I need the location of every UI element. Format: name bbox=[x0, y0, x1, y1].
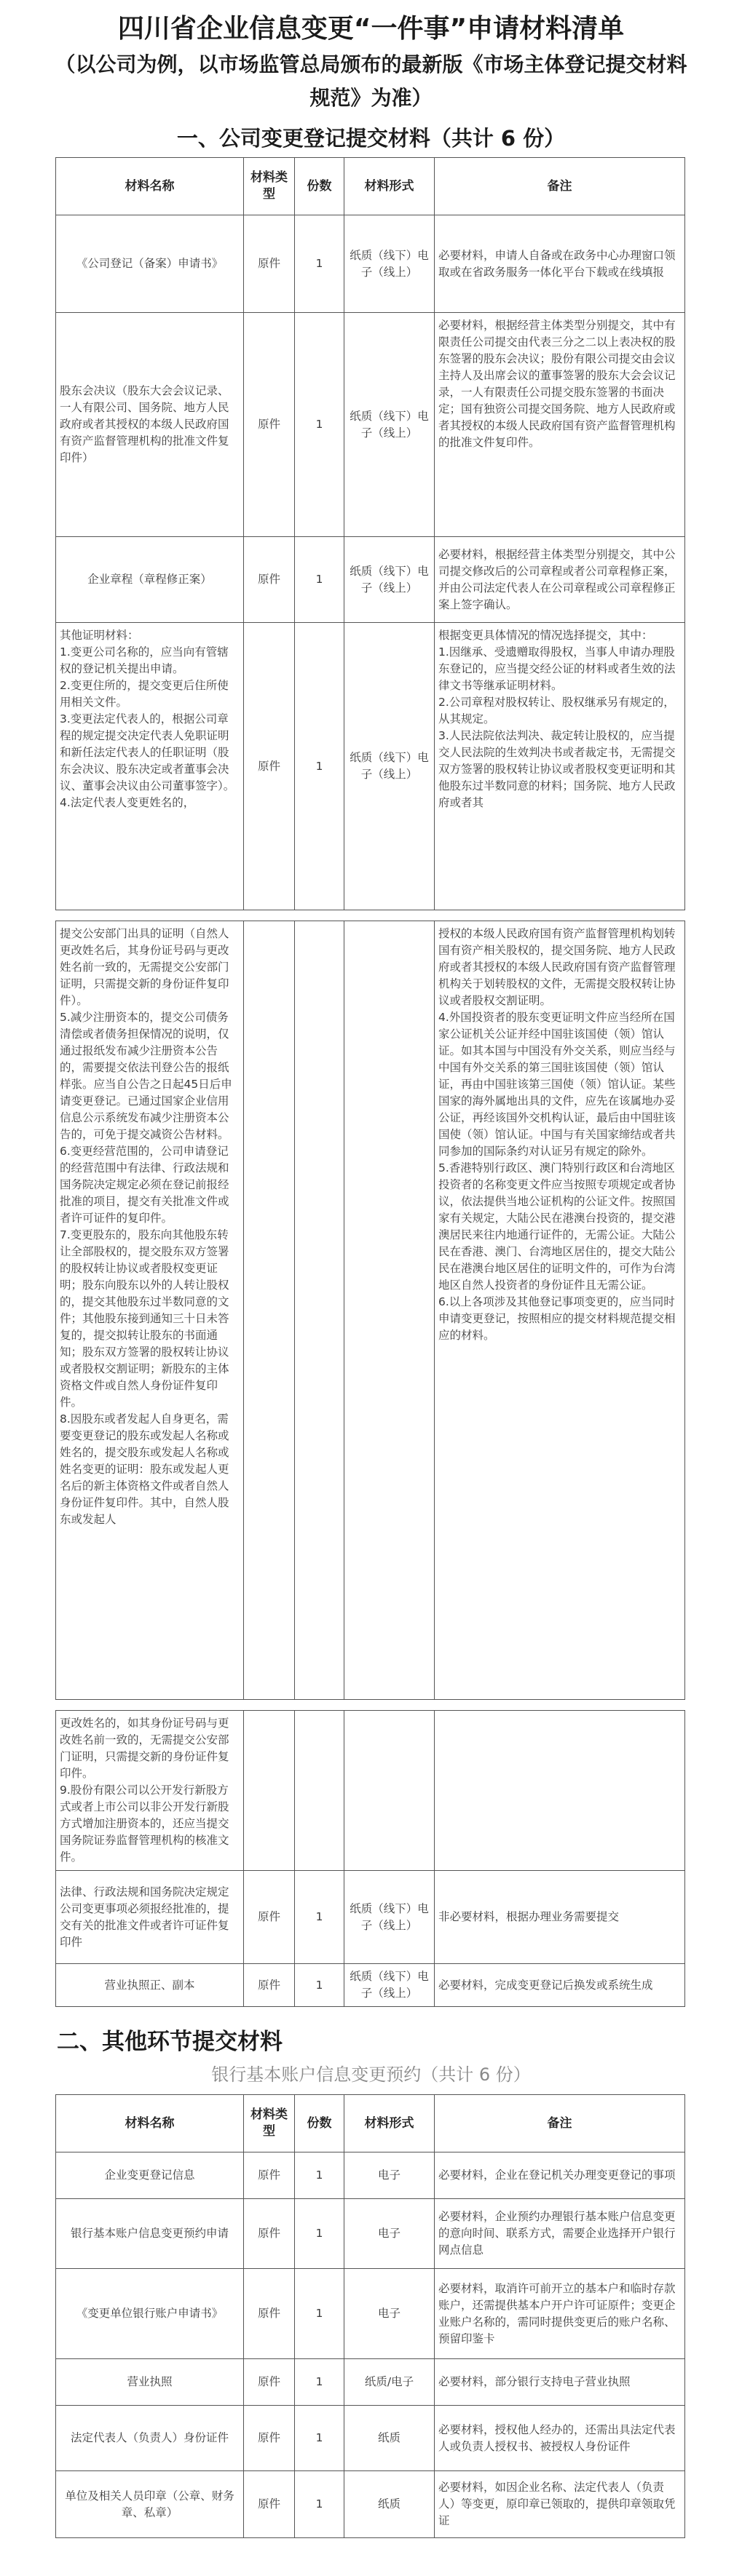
material-count: 1 bbox=[295, 2199, 344, 2269]
material-type: 原件 bbox=[244, 2269, 295, 2359]
table-row bbox=[56, 2199, 685, 2269]
table-row bbox=[56, 215, 685, 313]
header-material-type: 材料类型 bbox=[244, 158, 295, 215]
material-form: 纸质 bbox=[344, 2471, 435, 2538]
material-note: 必要材料，部分银行支持电子营业执照 bbox=[435, 2359, 685, 2406]
section-1-table-continued-2 bbox=[55, 1710, 685, 2007]
material-name: 法律、行政法规和国务院决定规定公司变更事项必须报经批准的，提交有关的批准文件或者许可证件复印件 bbox=[56, 1871, 244, 1964]
empty-cell bbox=[244, 921, 295, 1700]
document-subtitle: （以公司为例，以市场监管总局颁布的最新版《市场主体登记提交材料规范》为准） bbox=[55, 52, 687, 110]
header-material-name: 材料名称 bbox=[56, 158, 244, 215]
other-proofs-name-part2: 提交公安部门出具的证明（自然人更改姓名后，其身份证号码与更改姓名前一致的，无需提交公安部门证明，只需提交新的身份证件复印件）。 5.减少注册资本的，提交公司债务清偿或者债务担保情况的说明，仅通过报纸发布减少注册资本公告的，需要提交依法刊登公告的报纸样张。应当自公告之日起45日后申请变更登记。已通过国家企业信用信息公示系统发布减少注册资本公告的，可免于提交减资公告材料。 6.变更经营范围的，公司申请登记的经营范围中有法律、行政法规和国务院决定规定必须在登记前报经批准的项目，提交有关批准文件或者许可证件的复印件。 7.变更股东的，股东向其他股东转让全部股权的，提交股东双方签署的股权转让协议或者股权变更证明；股东向股东以外的人转让股权的，提交其他股东过半数同意的文件；其他股东接到通知三十日未答复的，提交拟转让股东的书面通知；股东双方签署的股权转让协议或者股权交割证明；新股东的主体资格文件或自然人身份证件复印件。 8.因股东或者发起人自身更名，需要变更登记的股东或发起人名称或姓名的，提交股东或发起人名称或姓名变更的证明：股东或发起人更名后的新主体资格文件或者自然人身份证件复印件。其中，自然人股东或发起人 bbox=[56, 921, 244, 1700]
empty-cell bbox=[344, 921, 435, 1700]
table-row bbox=[56, 2471, 685, 2538]
material-note: 必要材料，根据经营主体类型分别提交，其中公司提交修改后的公司章程或者公司章程修正案，并由公司法定代表人在公司章程或公司章程修正案上签字确认。 bbox=[435, 537, 685, 623]
material-form: 电子 bbox=[344, 2152, 435, 2199]
material-count: 1 bbox=[295, 2269, 344, 2359]
table-row bbox=[56, 1871, 685, 1964]
table-row bbox=[56, 2152, 685, 2199]
empty-cell bbox=[244, 1711, 295, 1871]
header-material-name: 材料名称 bbox=[56, 2095, 244, 2152]
material-name: 《公司登记（备案）申请书》 bbox=[56, 215, 244, 313]
material-name: 《变更单位银行账户申请书》 bbox=[56, 2269, 244, 2359]
table-row bbox=[56, 1964, 685, 2007]
material-name: 营业执照 bbox=[56, 2359, 244, 2406]
table-row bbox=[56, 2406, 685, 2471]
document-page bbox=[0, 10, 742, 2576]
material-note: 必要材料，企业预约办理银行基本账户信息变更的意向时间、联系方式，需要企业选择开户银行网点信息 bbox=[435, 2199, 685, 2269]
material-name: 银行基本账户信息变更预约申请 bbox=[56, 2199, 244, 2269]
material-type: 原件 bbox=[244, 623, 295, 910]
material-form: 纸质（线下）电子（线上） bbox=[344, 1964, 435, 2007]
document-title: 四川省企业信息变更“一件事”申请材料清单 bbox=[117, 14, 625, 44]
material-form: 纸质（线下）电子（线上） bbox=[344, 215, 435, 313]
material-count: 1 bbox=[295, 2152, 344, 2199]
material-type: 原件 bbox=[244, 313, 295, 537]
empty-cell bbox=[295, 921, 344, 1700]
material-type: 原件 bbox=[244, 2406, 295, 2471]
header-note: 备注 bbox=[435, 158, 685, 215]
material-count: 1 bbox=[295, 2406, 344, 2471]
table-row bbox=[56, 537, 685, 623]
material-name: 营业执照正、副本 bbox=[56, 1964, 244, 2007]
material-note: 必要材料，根据经营主体类型分别提交，其中有限责任公司提交由代表三分之二以上表决权的股东签署的股东会决议；股份有限公司提交由会议主持人及出席会议的董事签署的股东大会会议记录，一人有限责任公司提交股东签署的书面决定；国有独资公司提交国务院、地方人民政府或者其授权的本级人民政府国有资产监督管理机构的批准文件复印件。 bbox=[435, 313, 685, 537]
other-proofs-note-part1: 根据变更具体情况的情况选择提交，其中： 1.因继承、受遗赠取得股权，当事人申请办理股东登记的，应当提交经公证的材料或者生效的法律文书等继承证明材料。 2.公司章程对股权转让、股权继承另有规定的，从其规定。 3.人民法院依法判决、裁定转让股权的，应当提交人民法院的生效判决书或者裁定书，无需提交双方签署的股权转让协议或者股权变更证明和其他股东过半数同意的材料；国务院、地方人民政府或者其 bbox=[435, 623, 685, 910]
table-row-other-proofs-cont2 bbox=[56, 1711, 685, 1871]
page-gap bbox=[0, 910, 742, 921]
material-note: 必要材料，完成变更登记后换发或系统生成 bbox=[435, 1964, 685, 2007]
material-count: 1 bbox=[295, 623, 344, 910]
material-count: 1 bbox=[295, 215, 344, 313]
material-name: 企业变更登记信息 bbox=[56, 2152, 244, 2199]
material-name: 单位及相关人员印章（公章、财务章、私章） bbox=[56, 2471, 244, 2538]
material-note: 非必要材料，根据办理业务需要提交 bbox=[435, 1871, 685, 1964]
material-note: 必要材料，授权他人经办的，还需出具法定代表人或负责人授权书、被授权人身份证件 bbox=[435, 2406, 685, 2471]
material-type: 原件 bbox=[244, 2359, 295, 2406]
material-type: 原件 bbox=[244, 537, 295, 623]
material-form: 纸质/电子 bbox=[344, 2359, 435, 2406]
section-1-table bbox=[55, 157, 685, 910]
header-material-type: 材料类型 bbox=[244, 2095, 295, 2152]
table-row bbox=[56, 2359, 685, 2406]
material-name: 企业章程（章程修正案） bbox=[56, 537, 244, 623]
other-proofs-name-part1: 其他证明材料： 1.变更公司名称的，应当向有管辖权的登记机关提出申请。 2.变更住所的，提交变更后住所使用相关文件。 3.变更法定代表人的，根据公司章程的规定提交决定代表人免职证明和新任法定代表人的任职证明（股东会决议、股东决定或者董事会决议、董事会决议由公司董事签字）。 4.法定代表人变更姓名的， bbox=[56, 623, 244, 910]
material-note: 必要材料，取消许可前开立的基本户和临时存款账户，还需提供基本户开户许可证原件；变更企业账户名称的，需同时提供变更后的账户名称、预留印鉴卡 bbox=[435, 2269, 685, 2359]
material-count: 1 bbox=[295, 2359, 344, 2406]
header-count: 份数 bbox=[295, 158, 344, 215]
header-form: 材料形式 bbox=[344, 2095, 435, 2152]
material-note: 必要材料，申请人自备或在政务中心办理窗口领取或在省政务服务一体化平台下载或在线填报 bbox=[435, 215, 685, 313]
material-form: 纸质（线下）电子（线上） bbox=[344, 313, 435, 537]
material-type: 原件 bbox=[244, 2471, 295, 2538]
section-2-title: 二、其他环节提交材料 bbox=[57, 2029, 283, 2055]
material-type: 原件 bbox=[244, 1964, 295, 2007]
material-form: 纸质 bbox=[344, 2406, 435, 2471]
material-note: 必要材料，如因企业名称、法定代表人（负责人）等变更，原印章已领取的，提供印章领取凭证 bbox=[435, 2471, 685, 2538]
material-name: 法定代表人（负责人）身份证件 bbox=[56, 2406, 244, 2471]
material-form: 电子 bbox=[344, 2269, 435, 2359]
material-type: 原件 bbox=[244, 2152, 295, 2199]
material-form: 纸质（线下）电子（线上） bbox=[344, 623, 435, 910]
material-count: 1 bbox=[295, 2471, 344, 2538]
header-form: 材料形式 bbox=[344, 158, 435, 215]
section-1-table-continued bbox=[55, 921, 685, 1700]
empty-cell bbox=[344, 1711, 435, 1871]
material-form: 纸质（线下）电子（线上） bbox=[344, 1871, 435, 1964]
table-row-other-proofs bbox=[56, 623, 685, 910]
material-count: 1 bbox=[295, 1871, 344, 1964]
material-count: 1 bbox=[295, 537, 344, 623]
material-count: 1 bbox=[295, 313, 344, 537]
other-proofs-name-part3: 更改姓名的，如其身份证号码与更改姓名前一致的，无需提交公安部门证明，只需提交新的身份证件复印件。 9.股份有限公司以公开发行新股方式或者上市公司以非公开发行新股方式增加注册资本的，还应当提交国务院证券监督管理机构的核准文件。 bbox=[56, 1711, 244, 1871]
page-gap bbox=[0, 1700, 742, 1710]
table-row-other-proofs-cont bbox=[56, 921, 685, 1700]
header-count: 份数 bbox=[295, 2095, 344, 2152]
table-row bbox=[56, 313, 685, 537]
section-2-subtitle: 银行基本账户信息变更预约（共计 6 份） bbox=[211, 2064, 531, 2085]
material-type: 原件 bbox=[244, 1871, 295, 1964]
section-1-title: 一、公司变更登记提交材料（共计 6 份） bbox=[176, 126, 566, 151]
material-name: 股东会决议（股东大会会议记录、一人有限公司、国务院、地方人民政府或者其授权的本级人民政府国有资产监督管理机构的批准文件复印件） bbox=[56, 313, 244, 537]
table-header-row bbox=[56, 158, 685, 215]
material-count: 1 bbox=[295, 1964, 344, 2007]
material-type: 原件 bbox=[244, 2199, 295, 2269]
material-type: 原件 bbox=[244, 215, 295, 313]
material-form: 纸质（线下）电子（线上） bbox=[344, 537, 435, 623]
table-row bbox=[56, 2269, 685, 2359]
other-proofs-note-part2: 授权的本级人民政府国有资产监督管理机构划转国有资产相关股权的，提交国务院、地方人民政府或者其授权的本级人民政府国有资产监督管理机构关于划转股权的文件，无需提交股权转让协议或者股权交割证明。 4.外国投资者的股东变更证明文件应当经所在国家公证机关公证并经中国驻该国使（领）馆认证。如其本国与中国没有外交关系，则应当经与中国有外交关系的第三国驻该国使（领）馆认证，再由中国驻该第三国使（领）馆认证。某些国家的海外属地出具的文件，应先在该属地办妥公证，再经该国外交机构认证，最后由中国驻该国使（领）馆认证。中国与有关国家缔结或者共同参加的国际条约对认证另有规定的除外。 5.香港特别行政区、澳门特别行政区和台湾地区投资者的名称变更文件应当按照专项规定或者协议，依法提供当地公证机构的公证文件。按照国家有关规定，大陆公民在港澳台投资的，提交港澳居民来往内地通行证件的，无需公证。大陆公民在香港、澳门、台湾地区居住的，提交大陆公民在港澳台地区居住的证明文件的，可作为台湾地区自然人投资者的身份证件且无需公证。 6.以上各项涉及其他登记事项变更的，应当同时申请变更登记，按照相应的提交材料规范提交相应的材料。 bbox=[435, 921, 685, 1700]
header-note: 备注 bbox=[435, 2095, 685, 2152]
empty-cell bbox=[295, 1711, 344, 1871]
section-2-table bbox=[55, 2094, 685, 2538]
material-note: 必要材料，企业在登记机关办理变更登记的事项 bbox=[435, 2152, 685, 2199]
empty-cell bbox=[435, 1711, 685, 1871]
table-header-row bbox=[56, 2095, 685, 2152]
material-form: 电子 bbox=[344, 2199, 435, 2269]
